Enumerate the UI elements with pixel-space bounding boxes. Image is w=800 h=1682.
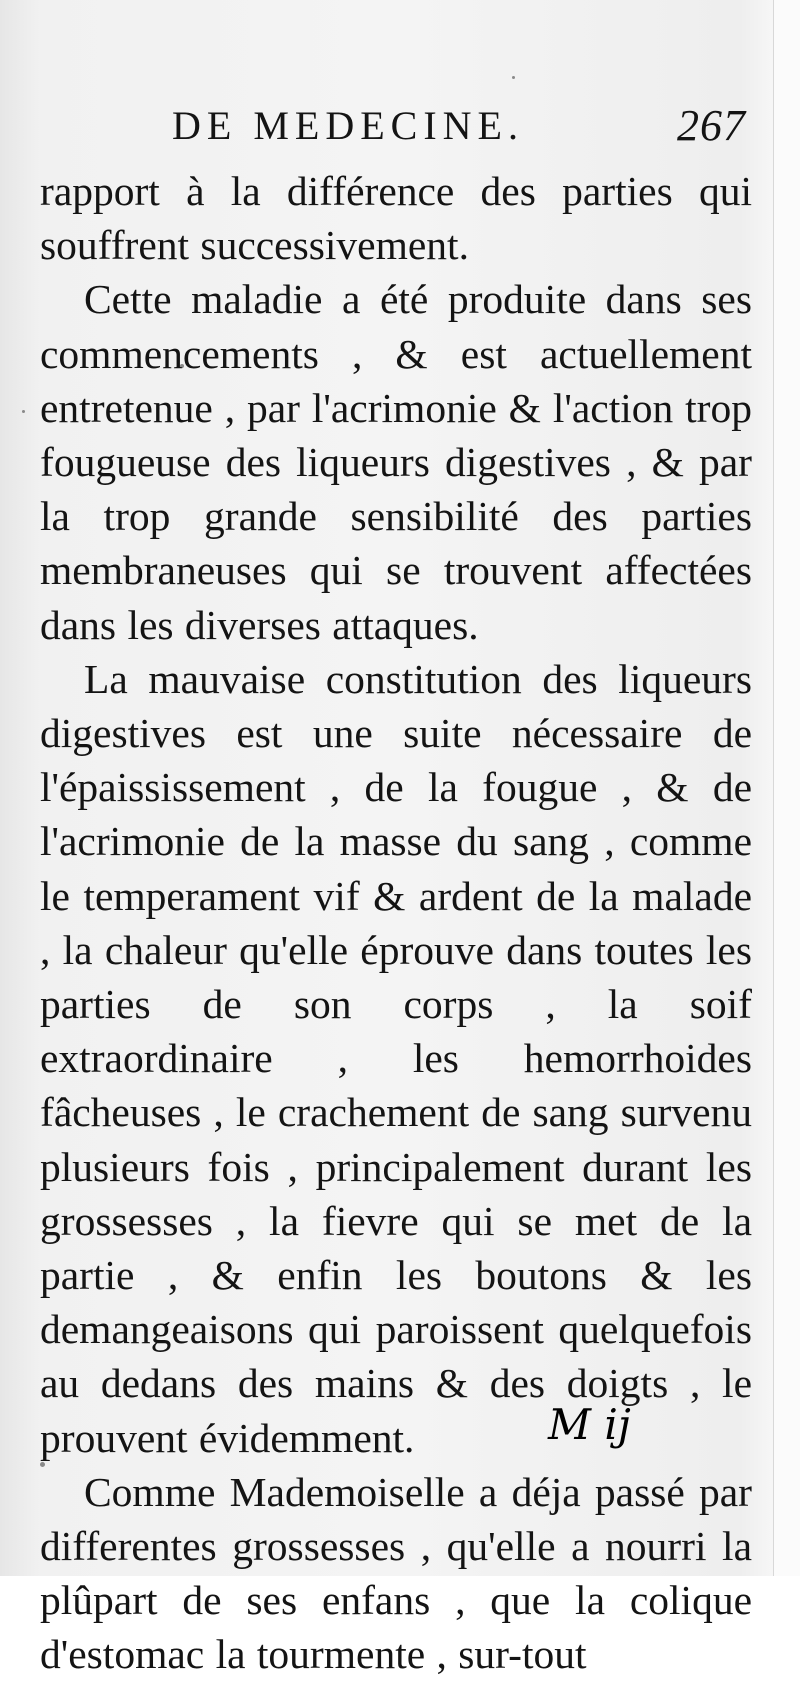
- page-gutter: [773, 0, 800, 1576]
- signature-mark: M ij: [548, 1400, 631, 1449]
- body-text: [40, 164, 752, 1682]
- ink-speck: [512, 76, 515, 79]
- book-page: [40, 100, 752, 1682]
- running-head: [40, 100, 752, 164]
- page-number: 267: [677, 101, 746, 150]
- paragraph-continued: rapport à la différence des parties qui souffrent successivement.: [40, 168, 752, 269]
- paragraph: Comme Mademoiselle a déja passé par differentes grossesses , qu'elle a nourri la plûpart de ses enfans , que la colique d'estomac la tourmente , sur-tout: [40, 1468, 752, 1678]
- paragraph: La mauvaise constitution des liqueurs digestives est une suite nécessaire de l'épaississement , de la fougue , & de l'acrimonie de la masse du sang , comme le temperament vif & ardent de la malade , la chaleur qu'elle éprouve dans toutes les parties de son corps , la soif extraordinaire , les hemorrhoides fâcheuses , le crachement de sang survenu plusieurs fois , principalement durant les grossesses , la fievre qui se met de la partie , & enfin les boutons & les demangeaisons qui paroissent quelquefois au dedans des mains & des doigts , le prouvent évidemment.: [40, 655, 752, 1461]
- ink-speck: [22, 410, 25, 413]
- paragraph: Cette maladie a été produite dans ses commencements , & est actuellement entretenue , par l'acrimonie & l'action trop fougueuse des liqueurs digestives , & par la trop grande sensibilité des parties membraneuses qui se trouvent affectées dans les diverses attaques.: [40, 276, 752, 648]
- running-title: DE MEDECINE.: [172, 103, 524, 148]
